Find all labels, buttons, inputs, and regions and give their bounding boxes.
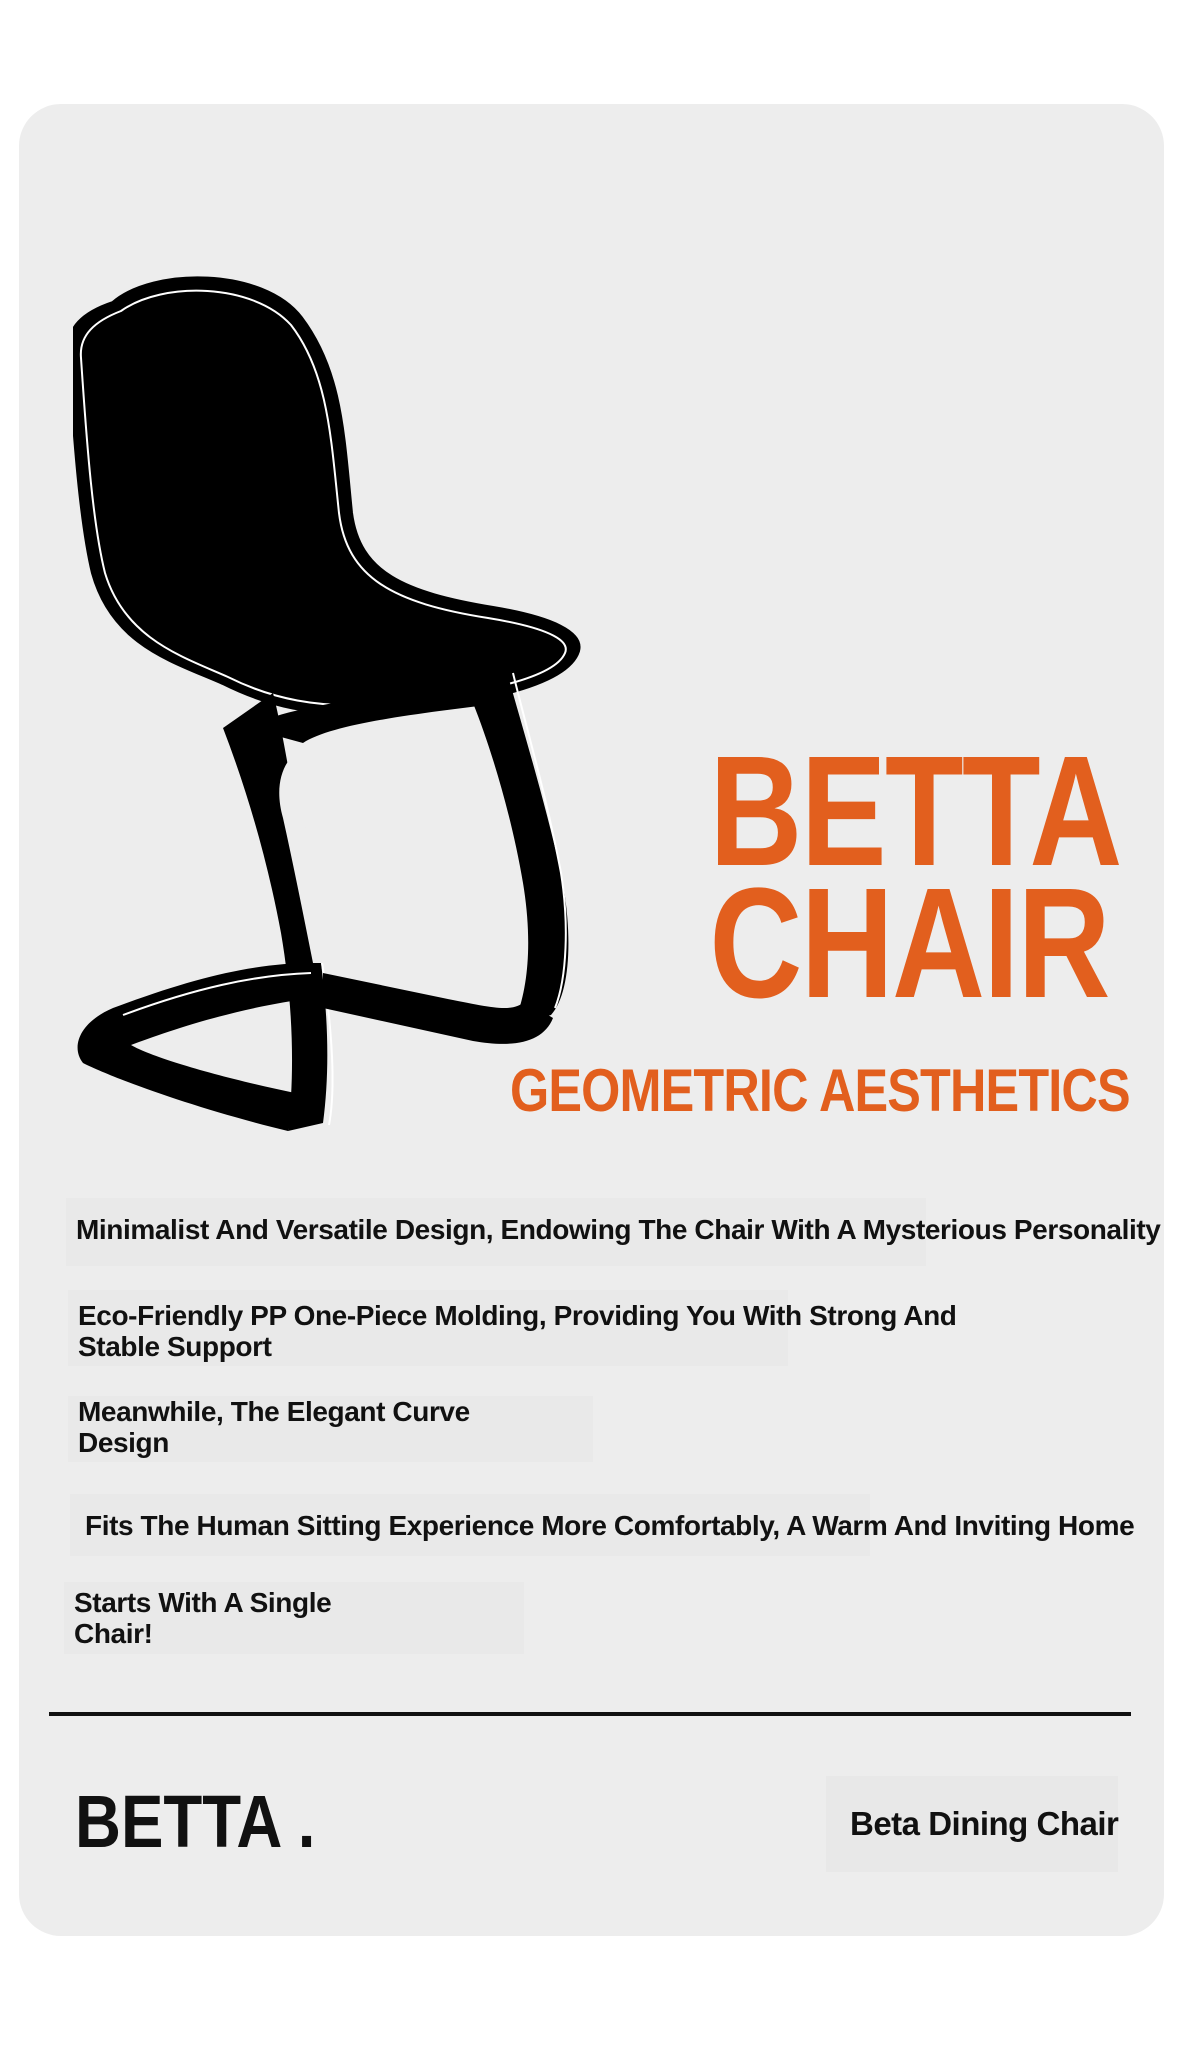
divider — [49, 1712, 1131, 1716]
brand-logo: BETTA . — [75, 1780, 316, 1863]
product-title-line2: CHAIR — [709, 856, 1109, 1031]
feature-text: Eco-Friendly PP One-Piece Molding, Providing You With Strong And Stable Support — [78, 1300, 957, 1362]
feature-text: Starts With A Single Chair! — [74, 1587, 332, 1649]
product-title — [709, 724, 1121, 1031]
chair-illustration — [73, 273, 593, 1133]
product-subtitle: GEOMETRIC AESTHETICS — [510, 1057, 1130, 1124]
product-name-tag: Beta Dining Chair — [826, 1776, 1118, 1872]
feature-item — [70, 1494, 1135, 1556]
feature-text: Fits The Human Sitting Experience More Comfortably, A Warm And Inviting Home — [85, 1510, 1135, 1541]
feature-item — [68, 1396, 593, 1462]
product-title-line1: BETTA — [709, 724, 1121, 899]
feature-item — [68, 1290, 957, 1366]
feature-item — [66, 1198, 1161, 1266]
feature-text: Minimalist And Versatile Design, Endowing The Chair With A Mysterious Personality — [76, 1214, 1161, 1245]
feature-item — [64, 1582, 524, 1654]
feature-text: Meanwhile, The Elegant Curve Design — [78, 1396, 470, 1458]
